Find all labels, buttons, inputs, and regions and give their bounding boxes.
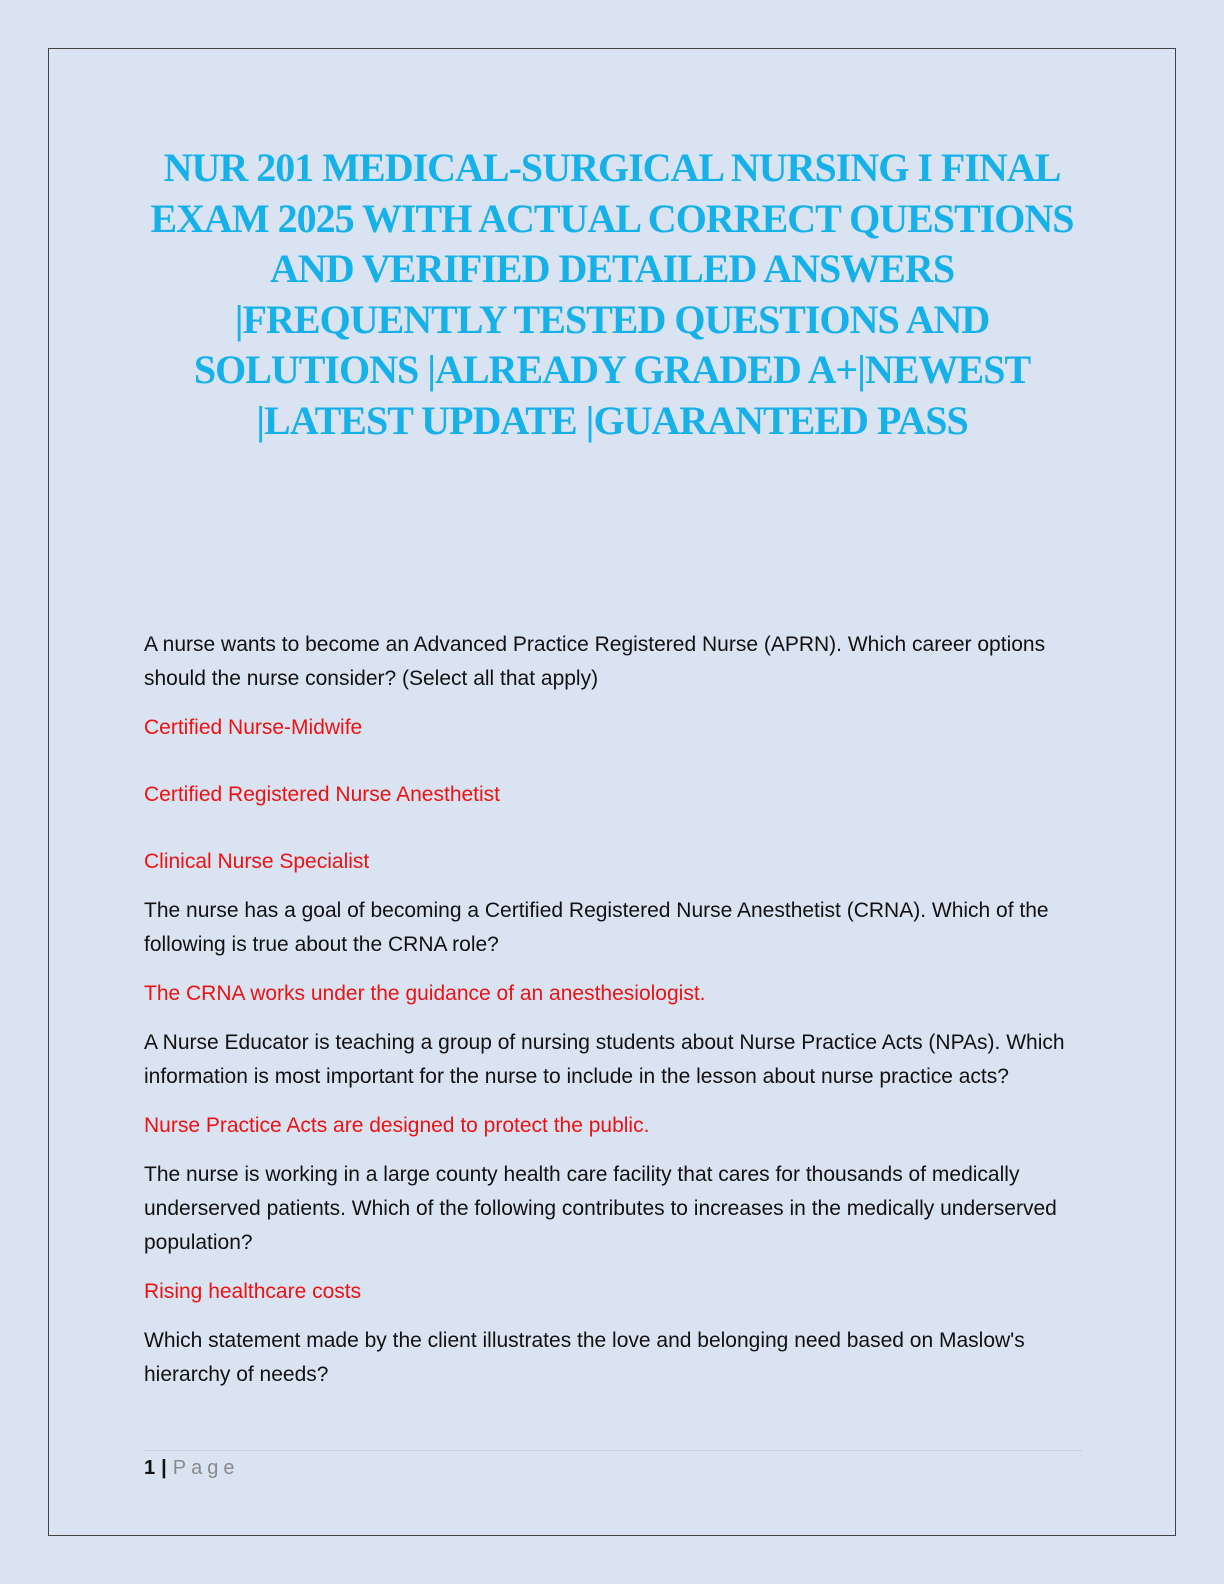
answer-2: The CRNA works under the guidance of an anesthesiologist. <box>144 982 706 1005</box>
qa-content <box>144 628 1084 1407</box>
question-4: The nurse is working in a large county health care facility that cares for thousands of medically underserved patients. Which of the following contributes to increases in the medically underserved population? <box>144 1163 1057 1254</box>
footer-divider <box>144 1450 1082 1451</box>
answer-4: Rising healthcare costs <box>144 1280 362 1303</box>
footer-separator: | <box>161 1457 167 1479</box>
page-label: Page <box>172 1457 240 1479</box>
question-1: A nurse wants to become an Advanced Practice Registered Nurse (APRN). Which career options should the nurse consider? (Select all that apply) <box>144 633 1046 690</box>
page-number: 1 <box>144 1457 156 1479</box>
answer-3: Nurse Practice Acts are designed to protect the public. <box>144 1114 650 1137</box>
answer-1a: Certified Nurse-Midwife <box>144 716 363 739</box>
page-footer <box>144 1454 239 1482</box>
answer-1c: Clinical Nurse Specialist <box>144 850 370 873</box>
question-2: The nurse has a goal of becoming a Certified Registered Nurse Anesthetist (CRNA). Which of the following is true about the CRNA role? <box>144 899 1049 956</box>
answer-1b: Certified Registered Nurse Anesthetist <box>144 783 501 806</box>
question-3: A Nurse Educator is teaching a group of nursing students about Nurse Practice Acts (NPAs). Which information is most important for the nurse to include in the lesson about nurse practice acts? <box>144 1031 1065 1088</box>
document-title: NUR 201 MEDICAL-SURGICAL NURSING I FINAL EXAM 2025 WITH ACTUAL CORRECT QUESTIONS AND VERIFIED DETAILED ANSWERS |FREQUENTLY TESTED QUESTIONS AND SOLUTIONS |ALREADY GRADED A+|NEWEST |LATEST UPDATE |GUARANTEED PASS <box>150 145 1074 443</box>
question-5: Which statement made by the client illustrates the love and belonging need based on Maslow's hierarchy of needs? <box>144 1329 1025 1386</box>
